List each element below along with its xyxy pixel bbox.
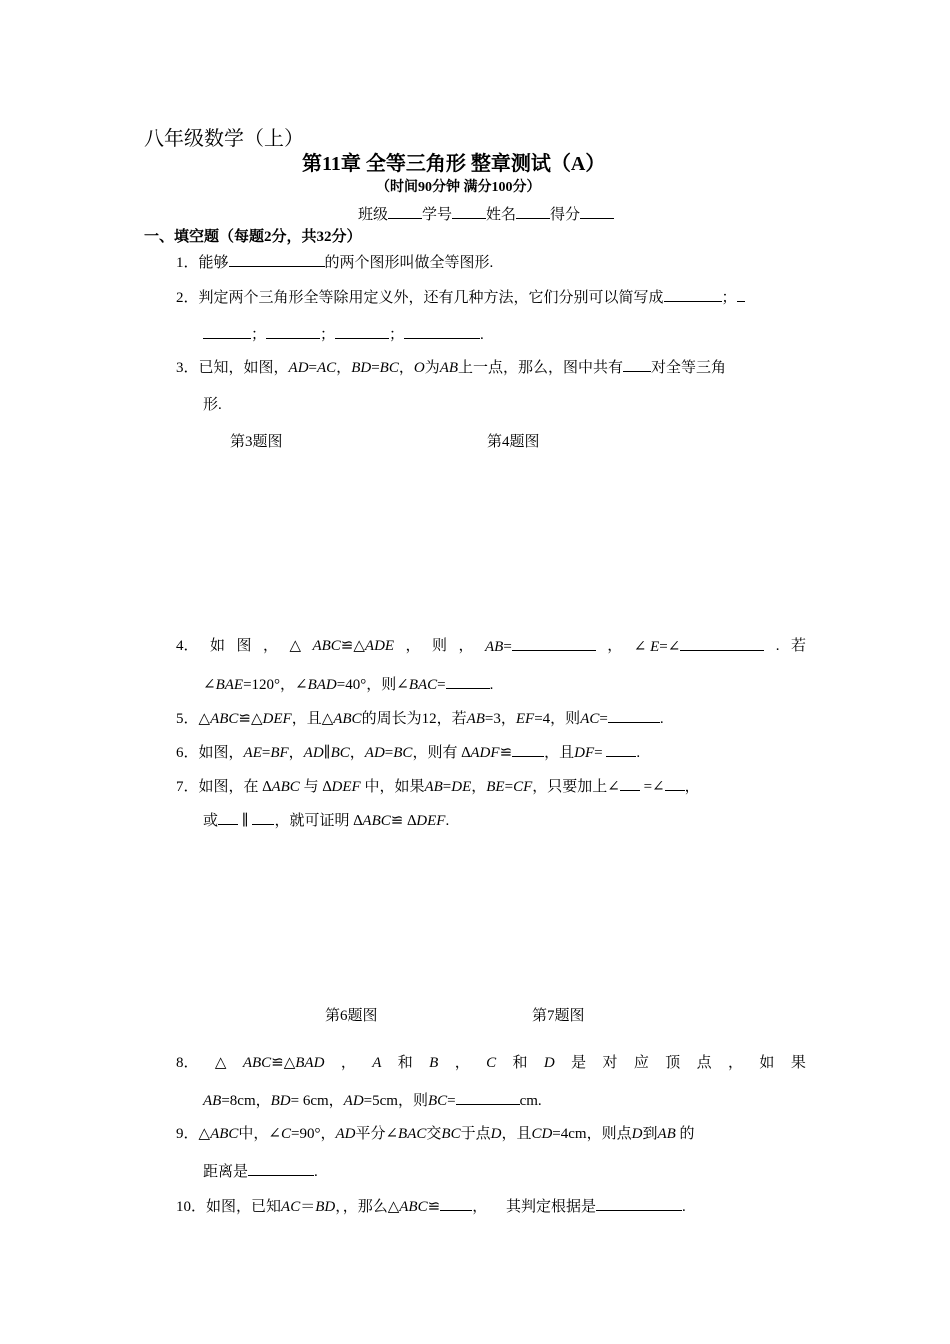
question-text: ，，那么△: [335, 1199, 400, 1215]
comma: ，: [405, 638, 421, 654]
congruence-symbol: ≌: [499, 745, 513, 761]
question-9-line-2: [203, 1161, 318, 1182]
triangle-label: ABC: [210, 711, 239, 727]
question-text: 如: [209, 638, 225, 654]
congruence-symbol: ≌△: [340, 638, 365, 654]
triangle-label: BAD: [295, 1055, 325, 1071]
question-text: 为: [424, 360, 440, 376]
page-title: 第11章 全等三角形 整章测试（A）: [302, 153, 606, 175]
segment-label: EF: [515, 711, 535, 727]
comma: ，: [398, 360, 414, 376]
segment-label: BF: [270, 745, 289, 761]
question-2-line-2: [203, 324, 484, 345]
equals: =: [437, 677, 446, 693]
question-text: 如图，已知: [206, 1199, 282, 1215]
question-3: [176, 357, 726, 378]
name-label: 姓名: [486, 207, 517, 223]
question-text: 平分∠: [355, 1126, 399, 1142]
point-label: D: [543, 1055, 555, 1071]
question-text: ，就可证明: [274, 813, 350, 829]
question-1: [176, 252, 493, 273]
segment-label: AD: [288, 360, 309, 376]
question-text: =90°，: [291, 1126, 336, 1142]
point-label: C: [486, 1055, 497, 1071]
comma: ，: [684, 779, 700, 795]
angle-symbol: ∠: [633, 639, 647, 655]
segment-label: AB: [466, 711, 485, 727]
comma: ，: [472, 1199, 488, 1215]
segment-label: AC: [281, 1199, 301, 1215]
equals: =: [594, 745, 603, 761]
triangle-label: ABC: [399, 1199, 428, 1215]
answer-blank[interactable]: [623, 357, 651, 372]
period: .: [775, 638, 780, 654]
question-4: [176, 636, 806, 657]
segment-label: BC: [393, 745, 413, 761]
congruence-symbol: ≌: [427, 1199, 441, 1215]
answer-blank[interactable]: [606, 742, 636, 757]
question-7: [176, 776, 700, 797]
question-text: 与: [303, 779, 319, 795]
question-8-line-2: [203, 1090, 542, 1111]
question-text: 能够: [198, 255, 229, 271]
unit-text: cm.: [519, 1093, 542, 1109]
question-text: 应: [633, 1055, 649, 1071]
question-text: 和: [397, 1055, 413, 1071]
question-text: ，只要加上∠: [532, 779, 620, 795]
segment-label: CD: [531, 1126, 553, 1142]
question-text: =8cm，: [221, 1093, 271, 1109]
answer-blank[interactable]: [404, 324, 480, 339]
answer-blank[interactable]: [596, 1196, 682, 1211]
question-text: 或: [203, 813, 219, 829]
question-text: 中，如果: [364, 779, 425, 795]
question-text: 的: [679, 1126, 695, 1142]
answer-blank[interactable]: [665, 776, 685, 791]
class-field[interactable]: [388, 204, 422, 219]
answer-blank[interactable]: [252, 810, 274, 825]
segment-label: AD: [364, 745, 385, 761]
answer-blank[interactable]: [218, 810, 238, 825]
answer-blank[interactable]: [512, 636, 596, 651]
question-text: 如图，在: [198, 779, 259, 795]
figure-6-caption: 第6题图: [325, 1008, 378, 1024]
student-id-label: 学号: [422, 207, 453, 223]
segment-label: AD: [335, 1126, 356, 1142]
segment-label: AB: [485, 639, 504, 655]
question-6: [176, 742, 640, 763]
question-text: 中，∠: [238, 1126, 281, 1142]
segment-label: BE: [486, 779, 505, 795]
question-text: 判定两个三角形全等除用定义外，还有几种方法，它们分别可以简写成: [198, 290, 664, 306]
segment-label: BC: [379, 360, 399, 376]
page-subtitle: （时间90分钟 满分100分）: [376, 180, 541, 195]
answer-blank[interactable]: [456, 1090, 520, 1105]
answer-blank[interactable]: [664, 287, 722, 302]
equals: =: [504, 779, 514, 795]
segment-label: AC: [580, 711, 600, 727]
separator: ；: [251, 327, 267, 343]
answer-blank[interactable]: [680, 636, 764, 651]
triangle-symbol: △: [198, 711, 211, 727]
score-field[interactable]: [580, 204, 614, 219]
question-text: 图: [236, 638, 252, 654]
parallel-symbol: ∥: [323, 745, 331, 761]
question-text: ，且: [501, 1126, 532, 1142]
question-text: =3，: [484, 711, 516, 727]
question-number: 7．: [176, 779, 199, 795]
angle-label: BAD: [307, 677, 337, 693]
triangle-label: DEF: [331, 779, 361, 795]
triangle-symbol: ∆: [461, 745, 471, 761]
triangle-label: ABC: [271, 779, 300, 795]
question-5: [176, 708, 664, 729]
question-text: 的周长为12，若: [361, 711, 467, 727]
equals: =: [371, 360, 380, 376]
point-label: A: [372, 1055, 382, 1071]
segment-label: CF: [513, 779, 533, 795]
question-text: ，且△: [291, 711, 334, 727]
triangle-symbol: △: [198, 1126, 211, 1142]
triangle-symbol: ∆: [353, 813, 363, 829]
question-4-line-2: [203, 674, 493, 695]
period: .: [681, 1199, 686, 1215]
period: .: [480, 327, 484, 343]
congruence-statement: [312, 636, 394, 657]
question-text: 交: [426, 1126, 442, 1142]
answer-blank[interactable]: [203, 324, 251, 339]
segment-label: AB: [424, 779, 443, 795]
segment-label: BD: [315, 1199, 336, 1215]
answer-blank[interactable]: [620, 776, 640, 791]
congruence-symbol: ≌△: [271, 1055, 296, 1071]
angle-symbol: ∠: [203, 677, 216, 693]
period: .: [659, 711, 664, 727]
separator: ；: [389, 327, 405, 343]
triangle-label: ABC: [312, 638, 341, 654]
question-10: [176, 1196, 686, 1217]
segment-label: BD: [270, 1093, 291, 1109]
figure-3-caption: 第3题图: [230, 434, 283, 450]
question-9: [176, 1124, 695, 1144]
equals: =: [599, 711, 608, 727]
congruence-statement: [243, 1053, 325, 1073]
segment-label: BC: [441, 1126, 461, 1142]
equals: =: [447, 1093, 456, 1109]
answer-blank[interactable]: [248, 1161, 314, 1176]
question-3-line-2: 形.: [203, 397, 222, 413]
question-number: 8．: [176, 1055, 199, 1071]
question-text: =4，则: [534, 711, 581, 727]
question-number: 3．: [176, 360, 199, 376]
question-number: 1．: [176, 255, 199, 271]
comma: ，: [340, 1055, 356, 1071]
question-text: 的两个图形叫做全等图形.: [324, 255, 494, 271]
comma: ，: [288, 745, 304, 761]
separator: ；: [320, 327, 336, 343]
triangle-label: ABC: [210, 1126, 239, 1142]
answer-blank[interactable]: [608, 708, 660, 723]
equals: ＝: [300, 1199, 316, 1215]
question-8: [176, 1053, 806, 1073]
question-2: [176, 287, 745, 308]
question-number: 4．: [176, 638, 199, 654]
comma: ，: [458, 638, 474, 654]
period: .: [445, 813, 450, 829]
question-text: 上一点，那么，图中共有: [458, 360, 624, 376]
point-label: D: [631, 1126, 643, 1142]
name-field[interactable]: [516, 204, 550, 219]
segment-label: BC: [330, 745, 350, 761]
answer-blank[interactable]: [446, 674, 490, 689]
triangle-label: ADF: [470, 745, 500, 761]
comma: ，: [454, 1055, 470, 1071]
angle-label: E: [650, 639, 660, 655]
comma: ，: [336, 360, 352, 376]
question-text: 则: [432, 638, 448, 654]
comma: ，: [471, 779, 487, 795]
triangle-symbol: ∆: [322, 779, 332, 795]
answer-blank[interactable]: [512, 742, 544, 757]
question-text: ，且: [544, 745, 575, 761]
section-heading: 一、填空题（每题2分，共32分）: [144, 229, 362, 245]
student-info-row: [358, 204, 614, 225]
question-text: =120°，∠: [243, 677, 308, 693]
equals: =: [308, 360, 317, 376]
segment-label: AD: [303, 745, 324, 761]
figure-4-caption: 第4题图: [487, 434, 540, 450]
class-label: 班级: [358, 207, 389, 223]
question-text: =5cm，则: [363, 1093, 428, 1109]
triangle-label: ABC: [362, 813, 391, 829]
question-text: = 6cm，: [290, 1093, 344, 1109]
point-label: D: [490, 1126, 502, 1142]
period: .: [636, 745, 641, 761]
question-number: 10．: [176, 1199, 207, 1215]
parallel-symbol: ∥: [241, 813, 249, 829]
segment-label: AD: [343, 1093, 364, 1109]
congruence-symbol: ≌: [390, 813, 404, 829]
question-text: =40°，则∠: [336, 677, 409, 693]
angle-symbol: =∠: [659, 639, 681, 655]
answer-blank[interactable]: [440, 1196, 472, 1211]
comma: ，: [728, 1055, 744, 1071]
equals: =: [442, 779, 452, 795]
triangle-label: ABC: [242, 1055, 272, 1071]
segment-label: DF: [574, 745, 595, 761]
question-text: 和: [512, 1055, 528, 1071]
question-number: 2．: [176, 290, 199, 306]
answer-blank[interactable]: [737, 287, 745, 302]
segment-label: BD: [351, 360, 372, 376]
answer-blank[interactable]: [266, 324, 320, 339]
question-text: 对全等三角: [651, 360, 727, 376]
question-text: 距离是: [203, 1164, 249, 1180]
comma: ，: [349, 745, 365, 761]
triangle-symbol: △: [214, 1055, 227, 1071]
triangle-label: ABC: [333, 711, 362, 727]
segment-label: AE: [243, 745, 262, 761]
equals: =: [261, 745, 271, 761]
triangle-label: ADE: [364, 638, 395, 654]
separator: ；: [721, 290, 737, 306]
figure-7-caption: 第7题图: [532, 1008, 585, 1024]
question-text: =∠: [643, 779, 665, 795]
angle-label: BAC: [408, 677, 438, 693]
ab-equals: [485, 636, 596, 657]
equals: =: [503, 639, 512, 655]
triangle-label: DEF: [262, 711, 292, 727]
question-text: 已知，如图，: [198, 360, 289, 376]
student-id-field[interactable]: [452, 204, 486, 219]
angle-label: BAE: [215, 677, 244, 693]
question-text: 对: [602, 1055, 618, 1071]
question-text: 到: [642, 1126, 658, 1142]
equals: =: [384, 745, 394, 761]
question-text: 顶: [665, 1055, 681, 1071]
question-text: 是: [571, 1055, 587, 1071]
question-text: 如图，: [198, 745, 244, 761]
question-text: 如: [759, 1055, 775, 1071]
question-text: 于点: [460, 1126, 491, 1142]
segment-label: DE: [451, 779, 472, 795]
comma: ，: [262, 638, 278, 654]
point-label: O: [413, 360, 425, 376]
question-number: 9．: [176, 1126, 199, 1142]
question-number: 5．: [176, 711, 199, 727]
period: .: [489, 677, 494, 693]
angle-equation: [634, 636, 765, 657]
score-label: 得分: [550, 207, 581, 223]
segment-label: AB: [657, 1126, 676, 1142]
answer-blank[interactable]: [335, 324, 389, 339]
answer-blank[interactable]: [229, 252, 325, 267]
question-text: =4cm，则点: [552, 1126, 632, 1142]
question-7-line-2: [203, 810, 449, 831]
congruence-symbol: ≌△: [238, 711, 263, 727]
triangle-symbol: ∆: [407, 813, 417, 829]
point-label: B: [429, 1055, 439, 1071]
triangle-label: DEF: [416, 813, 446, 829]
segment-label: AC: [317, 360, 337, 376]
period: .: [314, 1164, 318, 1180]
segment-label: AB: [439, 360, 459, 376]
question-text: ，则有: [412, 745, 458, 761]
question-number: 6．: [176, 745, 199, 761]
angle-label: C: [280, 1126, 291, 1142]
angle-label: BAC: [398, 1126, 427, 1142]
question-text: 果: [790, 1055, 806, 1071]
segment-label: BC: [427, 1093, 448, 1109]
comma: ，: [607, 638, 623, 654]
triangle-symbol: △: [289, 638, 301, 654]
triangle-symbol: ∆: [262, 779, 272, 795]
question-text: 点: [696, 1055, 712, 1071]
grade-label: 八年级数学（上）: [144, 126, 304, 150]
question-text: 其判定根据是: [505, 1199, 596, 1215]
segment-label: AB: [203, 1093, 222, 1109]
question-text: 若: [790, 638, 806, 654]
